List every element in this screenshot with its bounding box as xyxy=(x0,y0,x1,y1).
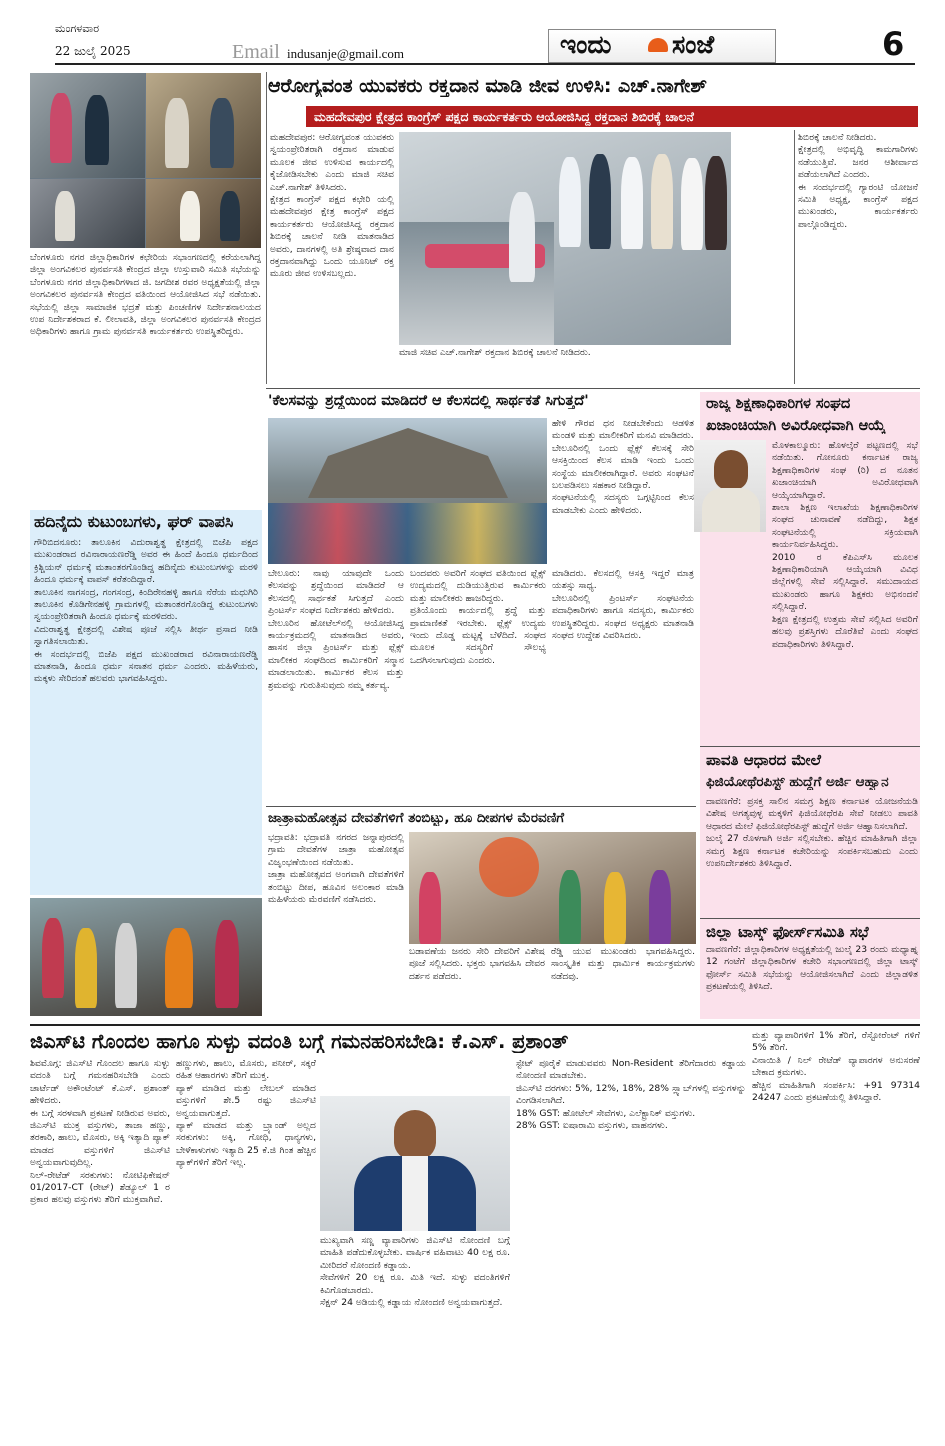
sun-logo-icon xyxy=(648,38,668,52)
fair-procession-photo xyxy=(409,832,696,944)
work-story-right: ಹೇಳಿ ಗೌರವ ಧನ ನೀಡಬೇಕೆಂದು ಆಡಳಿತ ಮಂಡಳಿ ಮತ್ತು ಮಾಲೀಕರಿಗೆ ಮನವಿ ಮಾಡಿದರು. ಬೇಲೂರಿನಲ್ಲಿ ಒಂದು ಫ್ಲೆಕ್ಸ್ ಕೆಲಸಕ್ಕೆ ಸೇರಿ ಆಸಕ್ತಿಯಿಂದ ಕೆಲಸ ಮಾಡಿ ಇಂದು ಒಂದು ಸಂಸ್ಥೆಯ ಮಾಲೀಕರಾಗಿದ್ದಾರೆ. ಅವರು ಸಂಘಟನೆ ಬಲಪಡಿಸಲು ಸಹಕಾರ ನೀಡಿದ್ದಾರೆ. ಸಂಘಟನೆಯಲ್ಲಿ ಸದಸ್ಯರು ಒಗ್ಗಟ್ಟಿನಿಂದ ಕೆಲಸ ಮಾಡಬೇಕು ಎಂದು ಹೇಳಿದರು. xyxy=(552,418,694,516)
treasurer-story-text: ಮೊಳಕಾಲ್ಮೂರು: ಹೊಳಲ್ಕೆರೆ ಪಟ್ಟಣದಲ್ಲಿ ಸಭೆ ನಡೆಯಿತು. ಗೋನೂರು ಕರ್ನಾಟಕ ರಾಜ್ಯ ಶಿಕ್ಷಣಾಧಿಕಾರಿಗಳ ಸಂಘ (ರಿ) ದ ನೂತನ ಖಜಾಂಚಿಯಾಗಿ ಅವಿರೋಧವಾಗಿ ಆಯ್ಕೆಯಾಗಿದ್ದಾರೆ. ಶಾಲಾ ಶಿಕ್ಷಣ ಇಲಾಖೆಯ ಶಿಕ್ಷಣಾಧಿಕಾರಿಗಳ ಸಂಘದ ಚುನಾವಣೆ ನಡೆದಿದ್ದು, ಶಿಕ್ಷಕ ಸಂಘಟನೆಯಲ್ಲಿ ಸಕ್ರಿಯವಾಗಿ ಕಾರ್ಯನಿರ್ವಹಿಸಿದ್ದರು. 2010 ರ ಕೆಪಿಎಸ್‌ಸಿ ಮೂಲಕ ಶಿಕ್ಷಣಾಧಿಕಾರಿಯಾಗಿ ಆಯ್ಕೆಯಾಗಿ ವಿವಿಧ ಜಿಲ್ಲೆಗಳಲ್ಲಿ ಸೇವೆ ಸಲ್ಲಿಸಿದ್ದಾರೆ. ಸಮುದಾಯದ ಮುಖಂಡರು ಹಾಗೂ ಶಿಕ್ಷಕರು ಅಭಿನಂದನೆ ಸಲ್ಲಿಸಿದ್ದಾರೆ. ಶಿಕ್ಷಣ ಕ್ಷೇತ್ರದಲ್ಲಿ ಉತ್ತಮ ಸೇವೆ ಸಲ್ಲಿಸಿದ ಅವರಿಗೆ ಹಲವು ಪ್ರಶಸ್ತಿಗಳು ದೊರೆತಿವೆ ಎಂದು ಸಂಘದ ಪದಾಧಿಕಾರಿಗಳು ತಿಳಿಸಿದ್ದಾರೆ. xyxy=(772,440,918,650)
gst-col3: ಮುಖ್ಯವಾಗಿ ಸಣ್ಣ ವ್ಯಾಪಾರಿಗಳು ಜಿಎಸ್‌ಟಿ ನೋಂದಣಿ ಬಗ್ಗೆ ಮಾಹಿತಿ ಪಡೆದುಕೊಳ್ಳಬೇಕು. ವಾರ್ಷಿಕ ವಹಿವಾಟು 40 ಲಕ್ಷ ರೂ. ಮೀರಿದರೆ ನೋಂದಣಿ ಕಡ್ಡಾಯ. ಸೇವೆಗಳಿಗೆ 20 ಲಕ್ಷ ರೂ. ಮಿತಿ ಇದೆ. ಸುಳ್ಳು ವದಂತಿಗಳಿಗೆ ಕಿವಿಗೊಡಬಾರದು. ಸೆಕ್ಷನ್ 24 ಅಡಿಯಲ್ಲಿ ಕಡ್ಡಾಯ ನೋಂದಣಿ ಅನ್ವಯವಾಗುತ್ತದೆ. xyxy=(320,1235,510,1309)
blood-donation-col3: ಶಿಬಿರಕ್ಕೆ ಚಾಲನೆ ನೀಡಿದರು. ಕ್ಷೇತ್ರದಲ್ಲಿ ಅಭಿವೃದ್ಧಿ ಕಾಮಗಾರಿಗಳು ನಡೆಯುತ್ತಿವೆ. ಜನರ ಆಶೀರ್ವಾದ ಪಡೆಯಲಾಗಿದೆ ಎಂದರು. ಈ ಸಂದರ್ಭದಲ್ಲಿ ಗ್ಯಾರಂಟಿ ಯೋಜನೆ ಸಮಿತಿ ಅಧ್ಯಕ್ಷ, ಕಾಂಗ್ರೆಸ್ ಪಕ್ಷದ ಮುಖಂಡರು, ಕಾರ್ಯಕರ್ತರು ಪಾಲ್ಗೊಂಡಿದ್ದರು. xyxy=(798,132,918,230)
return-ceremony-photo xyxy=(30,898,262,1016)
masthead xyxy=(0,0,945,64)
paper-name-left: ಇಂದು xyxy=(560,30,612,59)
blood-donation-photo xyxy=(399,132,731,345)
issue-day: ಮಂಗಳವಾರ xyxy=(55,22,100,35)
taskforce-headline: ಜಿಲ್ಲಾ ಟಾಸ್ಕ್ ಫೋರ್ಸ್‌ಸಮಿತಿ ಸಭೆ xyxy=(706,923,869,941)
gst-col4: ಸ್ಟೇಟ್ ಪೂರೈಕೆ ಮಾಡುವವರು Non-Resident ತೆರಿಗೆದಾರರು ಕಡ್ಡಾಯ ನೋಂದಣಿ ಮಾಡಬೇಕು. ಜಿಎಸ್‌ಟಿ ದರಗಳು: 5%, 12%, 18%, 28% ಸ್ಲ್ಯಾಬ್‌ಗಳಲ್ಲಿ ವಸ್ತುಗಳನ್ನು ವಿಂಗಡಿಸಲಾಗಿದೆ. 18% GST: ಹೋಟೆಲ್ ಸೇವೆಗಳು, ಎಲೆಕ್ಟ್ರಾನಿಕ್ ವಸ್ತುಗಳು. 28% GST: ಐಷಾರಾಮಿ ವಸ್ತುಗಳು, ವಾಹನಗಳು. xyxy=(516,1058,746,1132)
email-label: Email xyxy=(232,41,280,63)
paper-name-right: ಸಂಜೆ xyxy=(672,30,715,59)
work-story-col3: ಮಾಡಿದರು. ಕೆಲಸದಲ್ಲಿ ಆಸಕ್ತಿ ಇದ್ದರೆ ಮಾತ್ರ ಯಶಸ್ಸು ಸಾಧ್ಯ. ಬೇಲೂರಿನಲ್ಲಿ ಪ್ರಿಂಟರ್ಸ್ ಸಂಘಟನೆಯ ಪದಾಧಿಕಾರಿಗಳು ಹಾಗೂ ಸದಸ್ಯರು, ಕಾರ್ಮಿಕರು ಉಪಸ್ಥಿತರಿದ್ದರು. ಸಂಘದ ಅಧ್ಯಕ್ಷರು ಮಾತನಾಡಿ ಸಂಘದ ಉದ್ದೇಶ ವಿವರಿಸಿದರು. xyxy=(552,568,694,642)
return-story-text: ಗೌರಿಬಿದನೂರು: ತಾಲೂಕಿನ ವಿದುರಾಶ್ವತ್ಥ ಕ್ಷೇತ್ರದಲ್ಲಿ ಬಿಜೆಪಿ ಪಕ್ಷದ ಮುಖಂಡರಾದ ರವಿನಾರಾಯಣರೆಡ್ಡಿ ಅವರ ಈ ಹಿಂದೆ ಹಿಂದೂ ಧರ್ಮದಿಂದ ಕ್ರಿಶ್ಚಿಯನ್ ಧರ್ಮಕ್ಕೆ ಮತಾಂತರಗೊಂಡಿದ್ದ ಹದಿನೈದು ಕುಟುಂಬಗಳನ್ನು ಮರಳಿ ಹಿಂದೂ ಧರ್ಮಕ್ಕೆ ವಾಪಸ್ ಕರೆತಂದಿದ್ದಾರೆ. ತಾಲೂಕಿನ ನಾಗಸಂದ್ರ, ಗಂಗಸಂದ್ರ, ಕಿಂದಿರೇನಹಳ್ಳಿ ಹಾಗೂ ನೆರೆಯ ಮಧುಗಿರಿ ತಾಲೂಕಿನ ಕೊಡಿಗೇನಹಳ್ಳಿ ಗ್ರಾಮಗಳಲ್ಲಿ ಮತಾಂತರಗೊಂಡಿದ್ದ ಕುಟುಂಬಗಳು ಸ್ವಯಂಪ್ರೇರಿತರಾಗಿ ಹಿಂದೂ ಧರ್ಮಕ್ಕೆ ಮರಳಿದರು. ವಿದುರಾಶ್ವತ್ಥ ಕ್ಷೇತ್ರದಲ್ಲಿ ವಿಶೇಷ ಪೂಜೆ ಸಲ್ಲಿಸಿ ತೀರ್ಥ ಪ್ರಸಾದ ನೀಡಿ ಸ್ವಾಗತಿಸಲಾಯಿತು. ಈ ಸಂದರ್ಭದಲ್ಲಿ ಬಿಜೆಪಿ ಪಕ್ಷದ ಮುಖಂಡರಾದ ರವಿನಾರಾಯಣರೆಡ್ಡಿ ಮಾತನಾಡಿ, ಹಿಂದೂ ಧರ್ಮ ಸನಾತನ ಧರ್ಮ ಎಂದರು. ಮಹಿಳೆಯರು, ಮಕ್ಕಳು ಸೇರಿದಂತೆ ಹಲವರು ಭಾಗವಹಿಸಿದ್ದರು. xyxy=(34,537,258,685)
fair-story-col3: ರೆಡ್ಡಿ ಯುವ ಮುಖಂಡರು ಭಾಗವಹಿಸಿದ್ದರು. ಸಾಂಸ್ಕೃತಿಕ ಮತ್ತು ಧಾರ್ಮಿಕ ಕಾರ್ಯಕ್ರಮಗಳು ನಡೆದವು. xyxy=(551,946,695,982)
taskforce-story-text: ದಾವಣಗೆರೆ: ಜಿಲ್ಲಾಧಿಕಾರಿಗಳ ಅಧ್ಯಕ್ಷತೆಯಲ್ಲಿ ಜುಲೈ 23 ರಂದು ಮಧ್ಯಾಹ್ನ 12 ಗಂಟೆಗೆ ಜಿಲ್ಲಾಧಿಕಾರಿಗಳ ಕಚೇರಿ ಸಭಾಂಗಣದಲ್ಲಿ ಜಿಲ್ಲಾ ಟಾಸ್ಕ್ ಫೋರ್ಸ್ ಸಮಿತಿ ಸಭೆಯನ್ನು ಆಯೋಜಿಸಲಾಗಿದೆ ಎಂದು ಜಿಲ್ಲಾಡಳಿತ ಪ್ರಕಟಣೆಯಲ್ಲಿ ತಿಳಿಸಿದೆ. xyxy=(706,944,918,993)
work-story-col2: ಬಂದವರು ಅವರಿಗೆ ಸಂಘದ ವತಿಯಿಂದ ಫ್ಲೆಕ್ಸ್ ಉದ್ಯಮದಲ್ಲಿ ದುಡಿಯುತ್ತಿರುವ ಕಾರ್ಮಿಕರು ಮತ್ತು ಮಾಲೀಕರು ಹಾಜರಿದ್ದರು. ಪ್ರತಿಯೊಂದು ಕಾರ್ಯದಲ್ಲಿ ಶ್ರದ್ಧೆ ಮತ್ತು ಪ್ರಾಮಾಣಿಕತೆ ಇರಬೇಕು. ಫ್ಲೆಕ್ಸ್ ಉದ್ಯಮ ಇಂದು ದೊಡ್ಡ ಮಟ್ಟಕ್ಕೆ ಬೆಳೆದಿದೆ. ಸಂಘದ ಮೂಲಕ ಸದಸ್ಯರಿಗೆ ಸೌಲಭ್ಯ ಒದಗಿಸಲಾಗುವುದು ಎಂದರು. xyxy=(410,568,546,666)
meeting-photo-collage xyxy=(30,73,261,248)
gst-headline: ಜಿಎಸ್‌ಟಿ ಗೊಂದಲ ಹಾಗೂ ಸುಳ್ಳು ವದಂತಿ ಬಗ್ಗೆ ಗಮನಹರಿಸಬೇಡಿ: ಕೆ.ಎಸ್. ಪ್ರಶಾಂತ್ xyxy=(30,1030,569,1053)
physio-story-text: ದಾವಣಗೆರೆ: ಪ್ರಸಕ್ತ ಸಾಲಿನ ಸಮಗ್ರ ಶಿಕ್ಷಣ ಕರ್ನಾಟಕ ಯೋಜನೆಯಡಿ ವಿಶೇಷ ಅಗತ್ಯವುಳ್ಳ ಮಕ್ಕಳಿಗೆ ಫಿಜಿಯೋಥೆರಪಿ ಸೇವೆ ನೀಡಲು ಪಾವತಿ ಆಧಾರದ ಮೇಲೆ ಫಿಜಿಯೋಥೆರಪಿಸ್ಟ್ ಹುದ್ದೆಗೆ ಅರ್ಜಿ ಆಹ್ವಾನಿಸಲಾಗಿದೆ. ಜುಲೈ 27 ರೊಳಗಾಗಿ ಅರ್ಜಿ ಸಲ್ಲಿಸಬೇಕು. ಹೆಚ್ಚಿನ ಮಾಹಿತಿಗಾಗಿ ಜಿಲ್ಲಾ ಸಮಗ್ರ ಶಿಕ್ಷಣ ಕರ್ನಾಟಕ ಕಚೇರಿಯನ್ನು ಸಂಪರ್ಕಿಸಬಹುದು ಎಂದು ಉಪನಿರ್ದೇಶಕರು ತಿಳಿಸಿದ್ದಾರೆ. xyxy=(706,796,918,870)
gst-col2: ಹಣ್ಣುಗಳು, ಹಾಲು, ಮೊಸರು, ಪನೀರ್, ಸಕ್ಕರೆ ರಹಿತ ಆಹಾರಗಳು ತೆರಿಗೆ ಮುಕ್ತ. ಪ್ಯಾಕ್ ಮಾಡಿದ ಮತ್ತು ಲೇಬಲ್ ಮಾಡಿದ ವಸ್ತುಗಳಿಗೆ ಶೇ.5 ರಷ್ಟು ಜಿಎಸ್‌ಟಿ ಅನ್ವಯವಾಗುತ್ತದೆ. ಪ್ಯಾಕ್ ಮಾಡದ ಮತ್ತು ಬ್ರ್ಯಾಂಡ್ ಅಲ್ಲದ ಸರಕುಗಳು: ಅಕ್ಕಿ, ಗೋಧಿ, ಧಾನ್ಯಗಳು, ಬೇಳೆಕಾಳುಗಳು ಇತ್ಯಾದಿ 25 ಕೆ.ಜಿ ಗಿಂತ ಹೆಚ್ಚಿನ ಪ್ಯಾಕ್‌ಗಳಿಗೆ ತೆರಿಗೆ ಇಲ್ಲ. xyxy=(176,1058,316,1169)
blood-donation-caption: ಮಾಜಿ ಸಚಿವ ಎಚ್.ನಾಗೇಶ್ ರಕ್ತದಾನ ಶಿಬಿರಕ್ಕೆ ಚಾಲನೆ ನೀಡಿದರು. xyxy=(399,347,591,358)
return-story-headline: ಹದಿನೈದು ಕುಟುಂಬಗಳು, ಘರ್ ವಾಪಸಿ xyxy=(34,512,234,531)
blood-donation-col1: ಮಹದೇವಪುರ: ಆರೋಗ್ಯವಂತ ಯುವಕರು ಸ್ವಯಂಪ್ರೇರಿತರಾಗಿ ರಕ್ತದಾನ ಮಾಡುವ ಮೂಲಕ ಜೀವ ಉಳಿಸುವ ಕಾರ್ಯದಲ್ಲಿ ಕೈಜೋಡಿಸಬೇಕು ಎಂದು ಮಾಜಿ ಸಚಿವ ಎಚ್.ನಾಗೇಶ್ ತಿಳಿಸಿದರು. ಕ್ಷೇತ್ರದ ಕಾಂಗ್ರೆಸ್ ಪಕ್ಷದ ಕಛೇರಿ ಯಲ್ಲಿ ಮಹದೇವಪುರ ಕ್ಷೇತ್ರ ಕಾಂಗ್ರೆಸ್ ಪಕ್ಷದ ಕಾರ್ಯಕರ್ತರು ಆಯೋಜಿಸಿದ್ದ ರಕ್ತದಾನ ಶಿಬಿರಕ್ಕೆ ಚಾಲನೆ ನೀಡಿ ಮಾತನಾಡಿದ ಅವರು, ದಾನಗಳಲ್ಲಿ ಅತಿ ಶ್ರೇಷ್ಠವಾದ ದಾನ ರಕ್ತದಾನವಾಗಿದ್ದು ಒಂದು ಯೂನಿಟ್ ರಕ್ತ ಮೂರು ಜೀವ ಉಳಿಸಬಲ್ಲದು. xyxy=(270,132,394,280)
meeting-report-text: ಬೆಂಗಳೂರು ನಗರ ಜಿಲ್ಲಾಧಿಕಾರಿಗಳ ಕಛೇರಿಯ ಸಭಾಂಗಣದಲ್ಲಿ ಕರೆಯಲಾಗಿದ್ದ ಜಿಲ್ಲಾ ಅಂಗವಿಕಲರ ಪುನರ್ವಸತಿ ಕೇಂದ್ರದ ಜಿಲ್ಲಾ ಉಸ್ತುವಾರಿ ಸಮಿತಿ ಸಭೆಯನ್ನು ಬೆಂಗಳೂರು ನಗರ ಜಿಲ್ಲಾಧಿಕಾರಿಗಳಾದ ಜಿ. ಜಗದೀಶ ರವರ ಅಧ್ಯಕ್ಷತೆಯಲ್ಲಿ ಜಿಲ್ಲಾ ಅಂಗವಿಕಲರ ಪುನರ್ವಸತಿ ಕೇಂದ್ರದ ವತಿಯಿಂದ ಆಯೋಜಿಸಿದ ಸಭೆ ನಡೆಯಿತು. ಸಭೆಯಲ್ಲಿ ಜಿಲ್ಲಾ ಸಾಮಾಜಿಕ ಭದ್ರತೆ ಮತ್ತು ಪಿಂಚಣಿಗಳ ನಿರ್ದೇಶನಾಲಯದ ಉಪ ನಿರ್ದೇಶಕರಾದ ಕೆ. ಲೀಲಾವತಿ, ಜಿಲ್ಲಾ ಅಂಗವಿಕಲರ ಪುನರ್ವಸತಿ ಕೇಂದ್ರದ ಅಧಿಕಾರಿಗಳು ಹಾಗೂ ಗ್ರಾಮ ಪುನರ್ವಸತಿ ಕಾರ್ಯಕರ್ತರು ಉಪಸ್ಥಿತರಿದ್ದರು. xyxy=(30,252,261,338)
physio-headline-2: ಫಿಜಿಯೋಥೆರಪಿಸ್ಟ್ ಹುದ್ದೆಗೆ ಅರ್ಜಿ ಆಹ್ವಾನ xyxy=(706,774,889,790)
blood-donation-headline: ಆರೋಗ್ಯವಂತ ಯುವಕರು ರಕ್ತದಾನ ಮಾಡಿ ಜೀವ ಉಳಿಸಿ: ಎಚ್.ನಾಗೇಶ್ xyxy=(268,75,707,97)
gst-col5: ಮತ್ತು ವ್ಯಾಪಾರಿಗಳಿಗೆ 1% ತೆರಿಗೆ, ರೆಸ್ಟೋರೆಂಟ್ ಗಳಿಗೆ 5% ತೆರಿಗೆ. ವಿನಾಯಿತಿ / ನಿಲ್ ರೇಟೆಡ್ ವ್ಯಾಪಾರಗಳ ಅನುಸರಣೆ ಬೇಕಾದ ಕ್ರಮಗಳು. ಹೆಚ್ಚಿನ ಮಾಹಿತಿಗಾಗಿ ಸಂಪರ್ಕಿಸಿ: +91 97314 24247 ಎಂದು ಪ್ರಕಟಣೆಯಲ್ಲಿ ತಿಳಿಸಿದ್ದಾರೆ. xyxy=(752,1030,920,1104)
gst-col1: ಶಿವಮೊಗ್ಗ: ಜಿಎಸ್‌ಟಿ ಗೊಂದಲ ಹಾಗೂ ಸುಳ್ಳು ವದಂತಿ ಬಗ್ಗೆ ಗಮನಹರಿಸಬೇಡಿ ಎಂದು ಚಾರ್ಟೆಡ್ ಅಕೌಂಟೆಂಟ್ ಕೆ.ಎಸ್. ಪ್ರಶಾಂತ್ ಹೇಳಿದರು. ಈ ಬಗ್ಗೆ ಸರಳವಾಗಿ ಪ್ರಕಟಣೆ ನೀಡಿರುವ ಅವರು, ಜಿಎಸ್‌ಟಿ ಮುಕ್ತ ವಸ್ತುಗಳು, ತಾಜಾ ಹಣ್ಣು, ತರಕಾರಿ, ಹಾಲು, ಮೊಸರು, ಅಕ್ಕಿ ಇತ್ಯಾದಿ ಪ್ಯಾಕ್ ಮಾಡದ ವಸ್ತುಗಳಿಗೆ ಜಿಎಸ್‌ಟಿ ಅನ್ವಯವಾಗುವುದಿಲ್ಲ. ನಿಲ್-ರೇಟೆಡ್ ಸರಕುಗಳು: ನೋಟಿಫಿಕೇಷನ್ 01/2017-CT (ರೇಟ್) ಶೆಡ್ಯೂಲ್ 1 ರ ಪ್ರಕಾರ ಹಲವು ವಸ್ತುಗಳು ತೆರಿಗೆ ಮುಕ್ತವಾಗಿವೆ. xyxy=(30,1058,170,1206)
work-story-col1: ಬೇಲೂರು: ನಾವು ಯಾವುದೇ ಒಂದು ಕೆಲಸವನ್ನು ಶ್ರದ್ಧೆಯಿಂದ ಮಾಡಿದರೆ ಆ ಕೆಲಸದಲ್ಲಿ ಸಾರ್ಥಕತೆ ಸಿಗುತ್ತದೆ ಎಂದು ಪ್ರಿಂಟರ್ಸ್ ಸಂಘದ ನಿರ್ದೇಶಕರು ಹೇಳಿದರು. ಬೇಲೂರಿನ ಹೋಟೆಲ್‌ನಲ್ಲಿ ಆಯೋಜಿಸಿದ್ದ ಕಾರ್ಯಕ್ರಮದಲ್ಲಿ ಮಾತನಾಡಿದ ಅವರು, ಹಾಸನ ಜಿಲ್ಲಾ ಪ್ರಿಂಟರ್ಸ್ ಮತ್ತು ಫ್ಲೆಕ್ಸ್ ಮಾಲೀಕರ ಸಂಘದಿಂದ ಕಾರ್ಮಿಕರಿಗೆ ಸನ್ಮಾನ ಮಾಡಲಾಯಿತು. ಕಾರ್ಮಿಕರ ಕೆಲಸ ಮತ್ತು ಶ್ರಮವನ್ನು ಗುರುತಿಸುವುದು ನಮ್ಮ ಕರ್ತವ್ಯ. xyxy=(268,568,404,691)
fair-story-col1: ಭದ್ರಾವತಿ: ಭದ್ರಾವತಿ ನಗರದ ಜನ್ನಾಪುರದಲ್ಲಿ ಗ್ರಾಮ ದೇವತೆಗಳ ಜಾತ್ರಾ ಮಹೋತ್ಸವ ವಿಜೃಂಭಣೆಯಿಂದ ನಡೆಯಿತು. ಜಾತ್ರಾ ಮಹೋತ್ಸವದ ಅಂಗವಾಗಿ ದೇವತೆಗಳಿಗೆ ತಂಬಿಟ್ಟು ದೀಪ, ಹೂವಿನ ಅಲಂಕಾರ ಮಾಡಿ ಮಹಿಳೆಯರು ಮೆರವಣಿಗೆ ನಡೆಸಿದರು. xyxy=(268,832,404,906)
prashanth-portrait xyxy=(320,1096,510,1231)
work-story-headline: 'ಕೆಲಸವನ್ನು ಶ್ರದ್ಧೆಯಿಂದ ಮಾಡಿದರೆ ಆ ಕೆಲಸದಲ್ಲಿ ಸಾರ್ಥಕತೆ ಸಿಗುತ್ತದೆ' xyxy=(268,393,589,409)
blood-donation-subhead: ಮಹದೇವಪುರ ಕ್ಷೇತ್ರದ ಕಾಂಗ್ರೆಸ್ ಪಕ್ಷದ ಕಾರ್ಯಕರ್ತರು ಆಯೋಜಿಸಿದ್ದ ರಕ್ತದಾನ ಶಿಬಿರಕ್ಕೆ ಚಾಲನೆ xyxy=(306,106,918,127)
physio-headline-1: ಪಾವತಿ ಆಧಾರದ ಮೇಲೆ xyxy=(706,751,821,769)
treasurer-headline-2: ಖಜಾಂಚಿಯಾಗಿ ಅವಿರೋಧವಾಗಿ ಆಯ್ಕೆ xyxy=(706,418,886,434)
printers-group-photo xyxy=(268,418,547,564)
fair-story-col2: ಬಡಾವಣೆಯ ಜನರು ಸೇರಿ ದೇವರಿಗೆ ವಿಶೇಷ ಪೂಜೆ ಸಲ್ಲಿಸಿದರು. ಭಕ್ತರು ಭಾಗವಹಿಸಿ ದೇವರ ದರ್ಶನ ಪಡೆದರು. xyxy=(409,946,545,982)
issue-date: 22 ಜುಲೈ 2025 xyxy=(55,44,131,58)
page-number: 6 xyxy=(882,25,905,63)
email-address[interactable]: indusanje@gmail.com xyxy=(287,46,405,61)
fair-story-headline: ಜಾತ್ರಾಮಹೋತ್ಸವ ದೇವತೆಗಳಿಗೆ ತಂಬಿಟ್ಟು, ಹೂ ದೀಪಗಳ ಮೆರವಣಿಗೆ xyxy=(268,810,565,826)
treasurer-headline-1: ರಾಜ್ಯ ಶಿಕ್ಷಣಾಧಿಕಾರಿಗಳ ಸಂಘದ xyxy=(706,396,851,412)
